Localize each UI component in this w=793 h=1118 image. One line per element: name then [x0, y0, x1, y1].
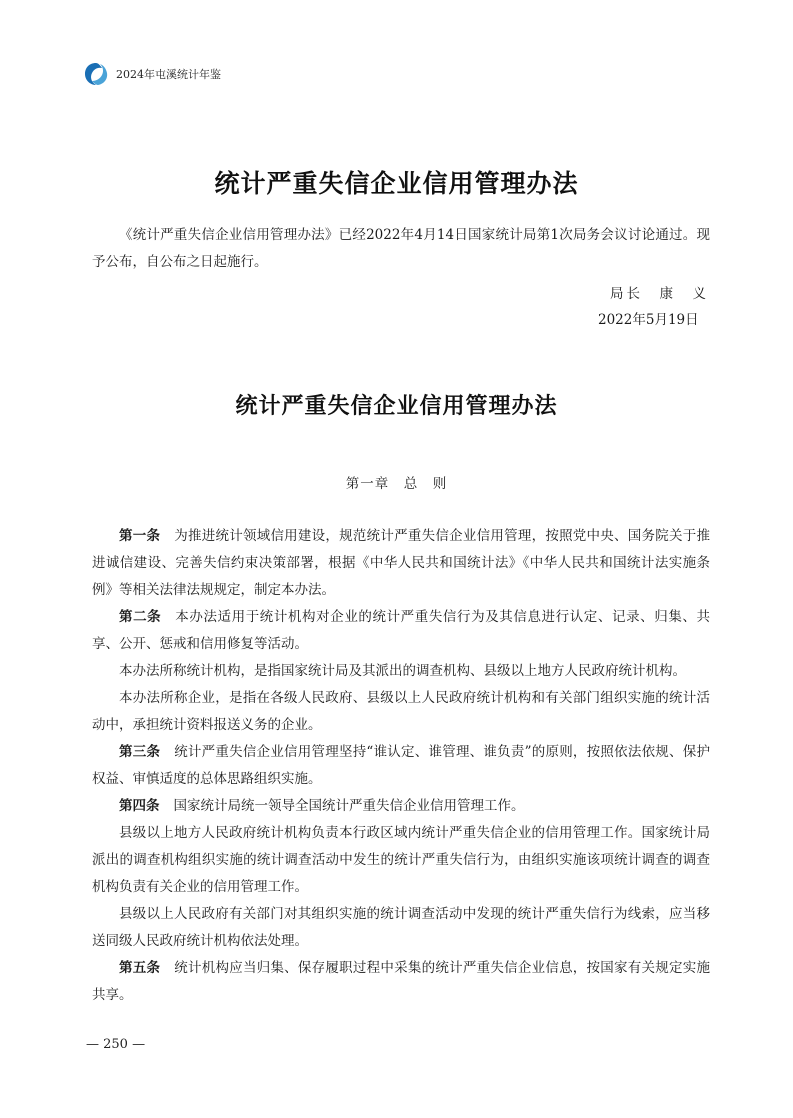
- yearbook-logo-icon: [82, 60, 110, 88]
- paragraph-text: 本办法适用于统计机构对企业的统计严重失信行为及其信息进行认定、记录、归集、共享、公开、惩戒和信用修复等活动。: [92, 609, 711, 652]
- paragraph-text: 为推进统计领域信用建设，规范统计严重失信企业信用管理，按照党中央、国务院关于推进诚信建设、完善失信约束决策部署，根据《中华人民共和国统计法》《中华人民共和国统计法实施条例》等相关法律法规规定，制定本办法。: [92, 528, 711, 598]
- intro-paragraph: 《统计严重失信企业信用管理办法》已经2022年4月14日国家统计局第1次局务会议讨论通过。现予公布，自公布之日起施行。: [92, 227, 710, 270]
- paragraph-text: 国家统计局统一领导全国统计严重失信企业信用管理工作。: [173, 798, 525, 814]
- body-paragraph: [92, 658, 710, 685]
- article-label: 第五条: [119, 960, 161, 976]
- page-header: [82, 60, 221, 88]
- article-label: 第一条: [119, 528, 161, 544]
- article-label: 第二条: [119, 609, 162, 625]
- body-paragraph: [92, 820, 710, 901]
- regulation-title: 统计严重失信企业信用管理办法: [235, 394, 558, 419]
- body-paragraph: [92, 793, 710, 820]
- signature-date: 2022年5月19日: [598, 312, 699, 328]
- header-title: 2024年屯溪统计年鉴: [116, 68, 221, 81]
- body-paragraph: [92, 604, 710, 658]
- document-title: 统计严重失信企业信用管理办法: [214, 169, 579, 198]
- body-paragraph: [92, 685, 710, 739]
- article-label: 第四条: [119, 798, 160, 814]
- paragraph-text: 县级以上人民政府有关部门对其组织实施的统计调查活动中发现的统计严重失信行为线索，应当移送同级人民政府统计机构依法处理。: [92, 906, 710, 949]
- body-paragraph: [92, 955, 710, 1009]
- body-paragraph: [92, 523, 710, 604]
- article-label: 第三条: [119, 744, 161, 760]
- chapter-heading: 第一章 总 则: [345, 476, 448, 492]
- paragraph-text: 统计严重失信企业信用管理坚持“谁认定、谁管理、谁负责”的原则，按照依法依规、保护权益、审慎适度的总体思路组织实施。: [92, 744, 711, 787]
- paragraph-text: 县级以上地方人民政府统计机构负责本行政区域内统计严重失信企业的信用管理工作。国家统计局派出的调查机构组织实施的统计调查活动中发生的统计严重失信行为，由组织实施该项统计调查的调查机构负责有关企业的信用管理工作。: [92, 825, 710, 895]
- signature-role: 局长 康 义: [610, 286, 709, 302]
- body-paragraph: [92, 739, 710, 793]
- regulation-body: [92, 523, 710, 1009]
- paragraph-text: 本办法所称企业，是指在各级人民政府、县级以上人民政府统计机构和有关部门组织实施的统计活动中，承担统计资料报送义务的企业。: [92, 690, 710, 733]
- paragraph-text: 统计机构应当归集、保存履职过程中采集的统计严重失信企业信息，按国家有关规定实施共享。: [92, 960, 711, 1003]
- body-paragraph: [92, 901, 710, 955]
- paragraph-text: 本办法所称统计机构，是指国家统计局及其派出的调查机构、县级以上地方人民政府统计机构。: [119, 663, 686, 679]
- page-number: — 250 —: [86, 1037, 146, 1052]
